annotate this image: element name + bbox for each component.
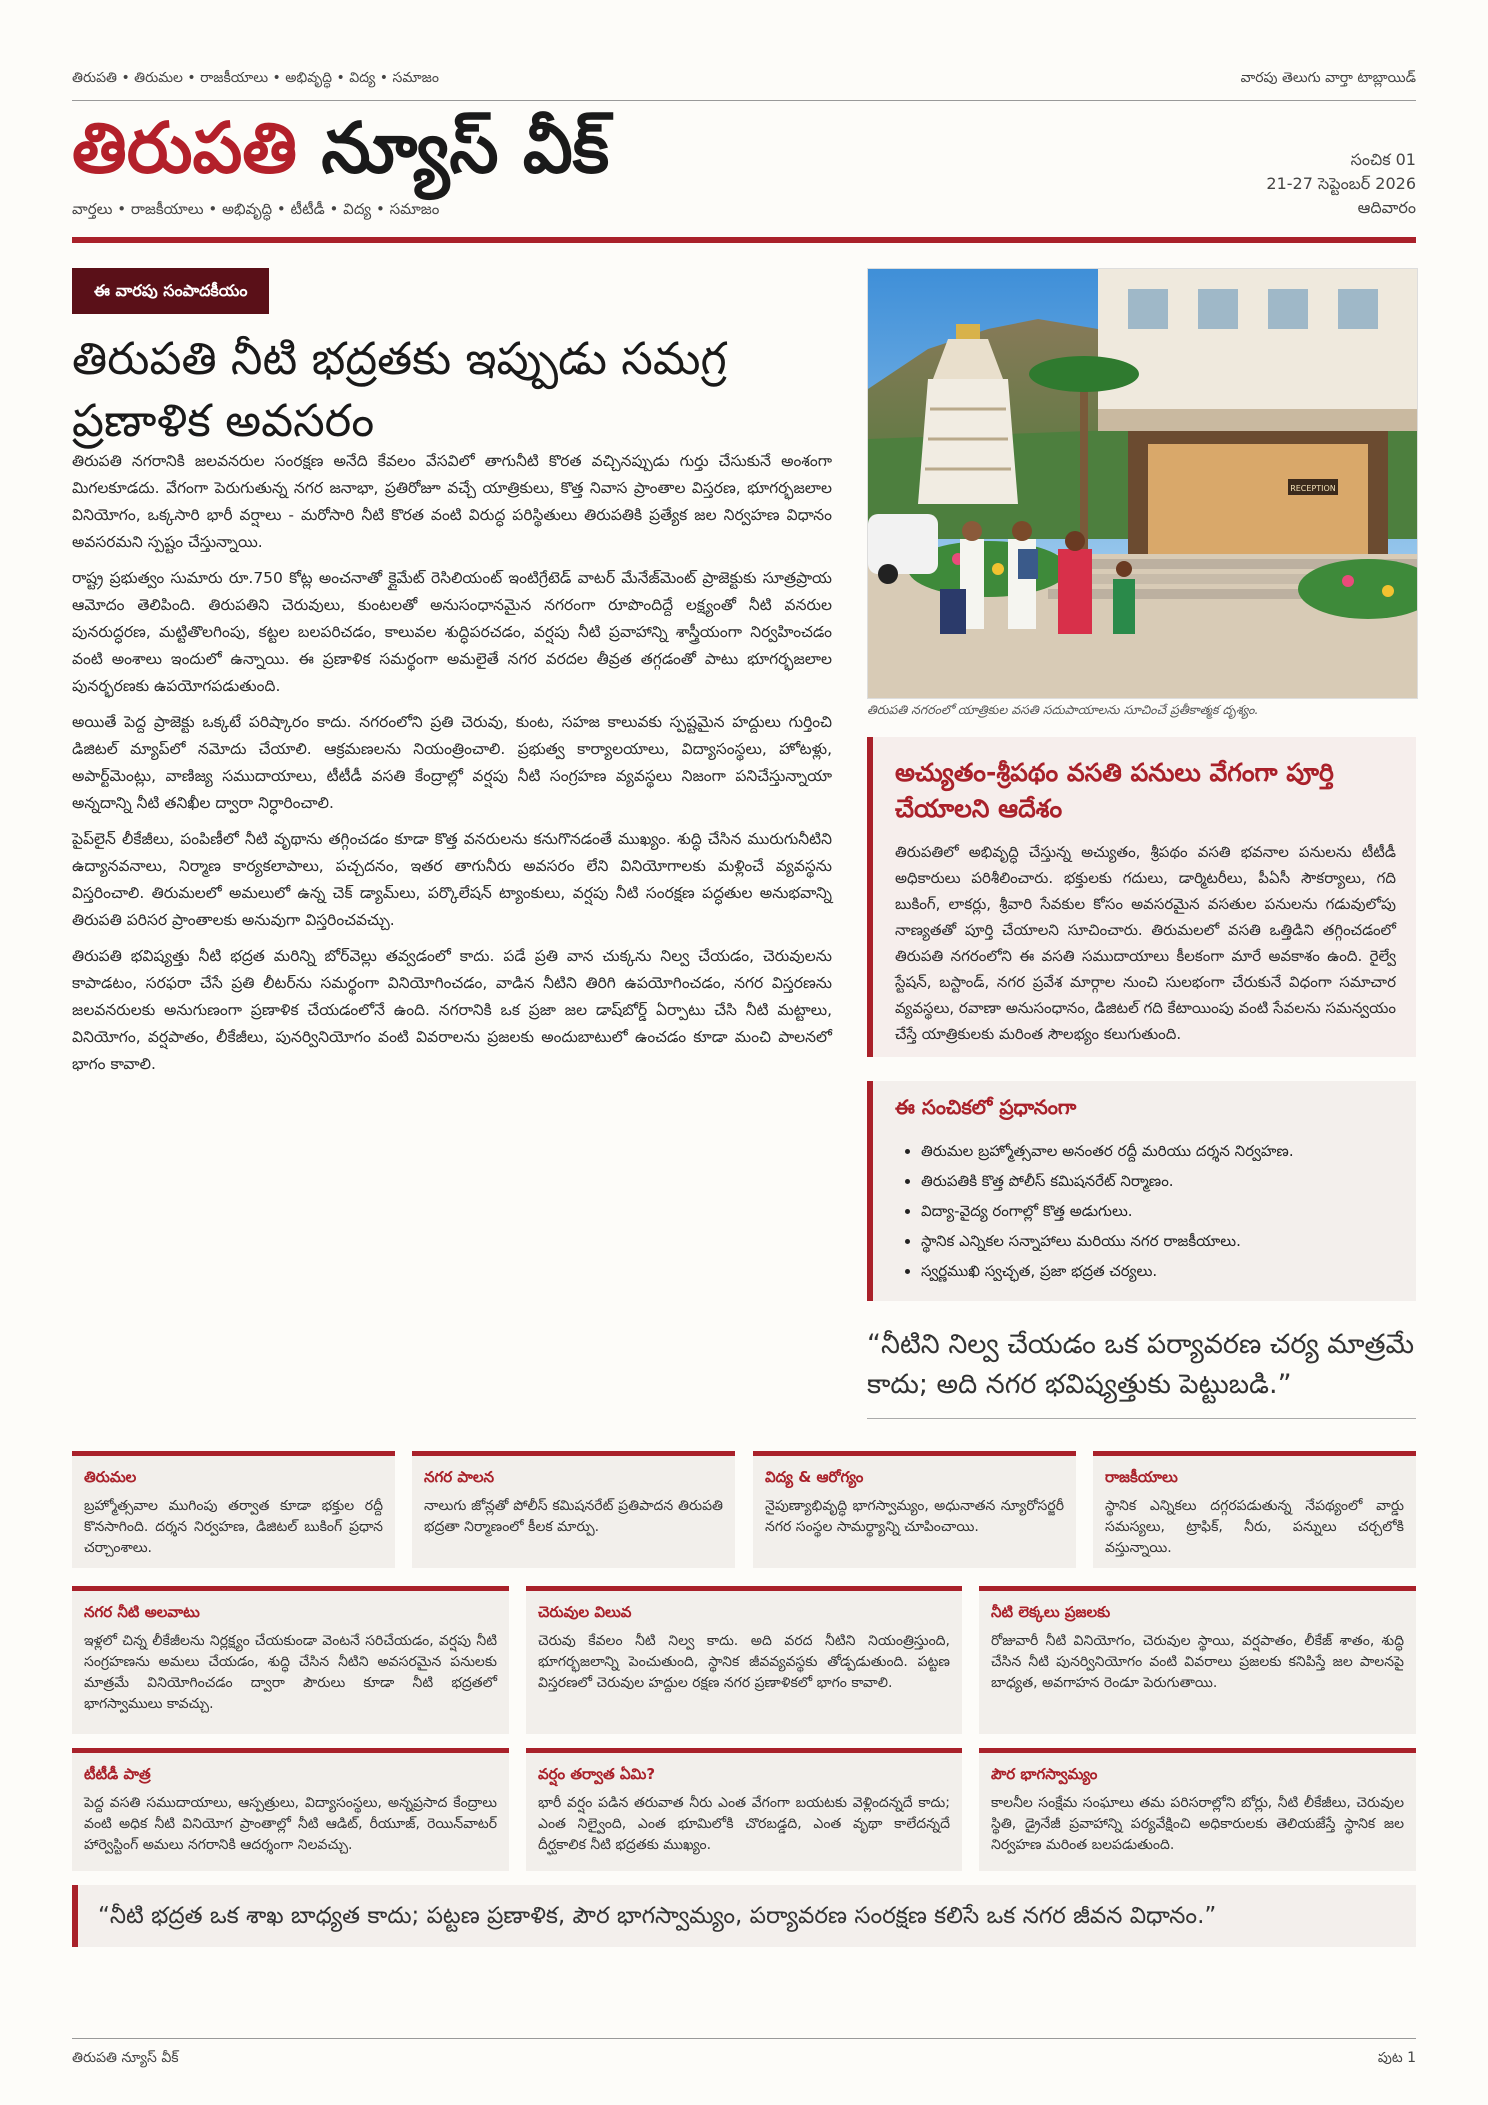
news-card-ttd-role (72, 1748, 509, 1871)
reception-sign: RECEPTION (1290, 484, 1336, 493)
list-item: • స్థానిక ఎన్నికల సన్నాహాలు మరియు నగర రాజకీయాలు. (921, 1226, 1396, 1256)
card-title: నీటి లెక్కలు ప్రజలకు (991, 1603, 1111, 1621)
card-text: స్థానిక ఎన్నికలు దగ్గరపడుతున్న నేపథ్యంలో వార్డు సమస్యలు, ట్రాఫిక్, నీరు, పన్నులు చర్చలోకి వస్తున్నాయి. (1105, 1498, 1404, 1556)
card-text: భారీ వర్షం పడిన తరువాత నీరు ఎంత వేగంగా బయటకు వెళ్లిందన్నదే కాదు; ఎంత నిల్వైంది, ఎంత భూమిలోకి చొరబడ్డది, ఎంత వృథా కాలేదన్నదే దీర్ఘకాలిక నీటి భద్రతకు ముఖ్యం. (538, 1795, 950, 1853)
hotel-building (1098, 269, 1417, 561)
card-title: పౌర భాగస్వామ్యం (991, 1765, 1098, 1783)
highlights-box (867, 1081, 1416, 1301)
paper-tagline: వారపు తెలుగు వార్తా టాబ్లాయిడ్ (1240, 70, 1416, 86)
quote-divider (867, 1418, 1416, 1419)
card-title: టీటీడీ పాత్ర (84, 1765, 151, 1783)
issue-number: సంచిక 01 (1350, 150, 1416, 169)
news-card-politics (1093, 1451, 1416, 1568)
news-card-civic-participation (979, 1748, 1416, 1871)
news-card-water-habit (72, 1586, 509, 1734)
editorial-tag: ఈ వారపు సంపాదకీయం (72, 268, 269, 314)
issue-info (1266, 148, 1416, 220)
feature-title: అచ్యుతం-శ్రీపథం వసతి పనులు వేగంగా పూర్తి చేయాలని ఆదేశం (895, 758, 1334, 823)
card-title: రాజకీయాలు (1105, 1468, 1178, 1486)
masthead (72, 108, 609, 188)
editorial-body (72, 448, 832, 1087)
editorial-paragraph: తిరుపతి భవిష్యత్తు నీటి భద్రత మరిన్ని బోర్‌వెల్లు తవ్వడంలో కాదు. పడే ప్రతి వాన చుక్కను నిల్వ చేయడం, చెరువులను కాపాడటం, సరఫరా చేసే ప్రతి లీటర్‌ను సమర్థంగా వినియోగించడం, వాడిన నీటిని తిరిగి ఉపయోగించడం, నగర విస్తరణను జలవనరులకు అనుగుణంగా ప్రణాళిక చేయడంలోనే ఉంది. నగరానికి ఒక ప్రజా జల డాష్‌బోర్డ్ ఏర్పాటు చేసి నీటి మట్టాలు, వినియోగం, వర్షపాతం, లీకేజీలు, పునర్వినియోగం వంటి వివరాలను ప్రజలకు అందుబాటులో ఉంచడం కూడా మంచి పాలనలో భాగం కావాలి. (72, 947, 832, 1073)
list-item: • విద్యా-వైద్య రంగాల్లో కొత్త అడుగులు. (921, 1196, 1396, 1226)
newspaper-page (72, 0, 1416, 2105)
photo-caption: తిరుపతి నగరంలో యాత్రికుల వసతి సదుపాయాలను సూచించే ప్రతీకాత్మక దృశ్యం. (867, 702, 1259, 717)
pilgrim-accommodation-photo (867, 268, 1418, 699)
card-title: చెరువుల విలువ (538, 1603, 632, 1621)
side-pull-quote: “నీటిని నిల్వ చేయడం ఒక పర్యావరణ చర్య మాత్రమే కాదు; అది నగర భవిష్యత్తుకు పెట్టుబడి.” (867, 1329, 1415, 1400)
card-text: బ్రహ్మోత్సవాల ముగింపు తర్వాత కూడా భక్తుల రద్దీ కొనసాగింది. దర్శన నిర్వహణ, డిజిటల్ బుకింగ్ ప్రధాన చర్చాంశాలు. (84, 1498, 383, 1556)
list-item: • తిరుమల బ్రహ్మోత్సవాల అనంతర రద్దీ మరియు దర్శన నిర్వహణ. (921, 1136, 1396, 1166)
list-item: • స్వర్ణముఖి స్వచ్ఛత, ప్రజా భద్రత చర్యలు. (921, 1256, 1396, 1286)
card-text: నాలుగు జోన్లతో పోలీస్ కమిషనరేట్ ప్రతిపాదన తిరుపతి భద్రతా నిర్మాణంలో కీలక మార్పు. (424, 1498, 723, 1535)
masthead-city: తిరుపతి (72, 107, 297, 189)
card-text: రోజువారీ నీటి వినియోగం, చెరువుల స్థాయి, వర్షపాతం, లీకేజ్ శాతం, శుద్ధి చేసిన నీటి పునర్వినియోగం వంటి వివరాలు ప్రజలకు కనిపిస్తే జల పాలనపై బాధ్యత, అవగాహన రెండూ పెరుగుతాయి. (991, 1633, 1404, 1691)
masthead-rule (72, 237, 1416, 243)
footer-paper-name: తిరుపతి న్యూస్ వీక్ (72, 2050, 179, 2066)
page-number: పుట 1 (1377, 2050, 1416, 2066)
footer-divider (72, 2038, 1416, 2039)
card-title: విద్య & ఆరోగ్యం (765, 1468, 864, 1486)
section-nav: వార్తలు • రాజకీయాలు • అభివృద్ధి • టీటీడీ • విద్య • సమాజం (72, 200, 440, 218)
card-text: కాలనీల సంక్షేమ సంఘాలు తమ పరిసరాల్లోని బోర్లు, నీటి లీకేజీలు, చెరువుల స్థితి, డ్రైనేజీ ప్రవాహాన్ని పర్యవేక్షించి అధికారులకు తెలియజేస్తే స్థానిక జల నిర్వహణ మరింత బలపడుతుంది. (991, 1795, 1404, 1853)
card-title: వర్షం తర్వాత ఏమి? (538, 1765, 656, 1783)
card-title: తిరుమల (84, 1468, 137, 1486)
card-text: పెద్ద వసతి సముదాయాలు, ఆస్పత్రులు, విద్యాసంస్థలు, అన్నప్రసాద కేంద్రాలు వంటి అధిక నీటి వినియోగ ప్రాంతాల్లో నీటి ఆడిట్, రీయూజ్, రెయిన్‌వాటర్ హార్వెస్టింగ్ అమలు నగరానికి ఆదర్శంగా నిలవచ్చు. (84, 1795, 497, 1853)
news-card-tirumala (72, 1451, 395, 1568)
top-divider (72, 100, 1416, 101)
editorial-headline: తిరుపతి నీటి భద్రతకు ఇప్పుడు సమగ్ర ప్రణాళిక అవసరం (72, 332, 727, 447)
feature-text: తిరుపతిలో అభివృద్ధి చేస్తున్న అచ్యుతం, శ్రీపథం వసతి భవనాల పనులను టీటీడీ అధికారులు పరిశీలించారు. భక్తులకు గదులు, డార్మిటరీలు, పీఏసీ సౌకర్యాలు, గది బుకింగ్, లాకర్లు, శ్రీవారి సేవకుల కోసం అవసరమైన వసతుల పనులను గడువులోపు నాణ్యతతో పూర్తి చేయాలని సూచించారు. తిరుమలలో వసతి ఒత్తిడిని తగ్గించడంలో తిరుపతి నగరంలోని ఈ వసతి సముదాయాలు కీలకంగా మారే అవకాశం ఉంది. రైల్వే స్టేషన్, బస్టాండ్, నగర ప్రవేశ మార్గాల నుంచి సులభంగా చేరుకునే విధంగా సమాచార వ్యవస్థలు, రవాణా అనుసంధానం, డిజిటల్ గది కేటాయింపు వంటి సేవలను సమన్వయం చేస్తే యాత్రికులకు మరింత సౌలభ్యం కలుగుతుంది. (895, 843, 1396, 1043)
topic-list: తిరుపతి • తిరుమల • రాజకీయాలు • అభివృద్ధి • విద్య • సమాజం (72, 70, 439, 86)
card-text: ఇళ్లలో చిన్న లీకేజీలను నిర్లక్ష్యం చేయకుండా వెంటనే సరిచేయడం, వర్షపు నీటి సంగ్రహణను అమలు చేయడం, శుద్ధి చేసిన నీటిని అవసరమైన పనులకు మాత్రమే వినియోగించడం ద్వారా పౌరులు కూడా నీటి భద్రతలో భాగస్వాములు కావచ్చు. (84, 1633, 497, 1712)
editorial-paragraph: రాష్ట్ర ప్రభుత్వం సుమారు రూ.750 కోట్ల అంచనాతో క్లైమేట్ రెసిలియంట్ ఇంటిగ్రేటెడ్ వాటర్ మేనేజ్‌మెంట్ ప్రాజెక్టుకు సూత్రప్రాయ ఆమోదం తెలిపింది. తిరుపతిని చెరువులు, కుంటలతో అనుసంధానమైన నగరంగా రూపొందిద్దే లక్ష్యంతో నీటి వనరుల పునరుద్ధరణ, మట్టితొలగింపు, కట్టల బలపరిచడం, కాలువల శుద్ధిపరచడం, వర్షపు నీటి ప్రవాహాన్ని శాస్త్రీయంగా నిర్వహించడం వంటి అంశాలు ఇందులో ఉన్నాయి. ఈ ప్రణాళిక సమర్థంగా అమలైతే నగర వరదల తీవ్రత తగ్గడంతో పాటు భూగర్భజలాల పునర్భరణకు ఉపయోగపడుతుంది. (72, 569, 832, 695)
bottom-pull-quote: “నీటి భద్రత ఒక శాఖ బాధ్యత కాదు; పట్టణ ప్రణాళిక, పౌర భాగస్వామ్యం, పర్యావరణ సంరక్షణ కలిసే ఒక నగర జీవన విధానం.” (72, 1885, 1416, 1947)
card-title: నగర నీటి అలవాటు (84, 1603, 200, 1621)
card-title: నగర పాలన (424, 1468, 495, 1486)
issue-dates: 21-27 సెప్టెంబర్ 2026 (1266, 174, 1416, 193)
news-card-city-governance (412, 1451, 735, 1568)
highlights-title: ఈ సంచికలో ప్రధానంగా (895, 1095, 1077, 1119)
news-card-lakes-value (526, 1586, 962, 1734)
feature-box (867, 737, 1416, 1057)
editorial-paragraph: తిరుపతి నగరానికి జలవనరుల సంరక్షణ అనేది కేవలం వేసవిలో తాగునీటి కొరత వచ్చినప్పుడు గుర్తు చేసుకునే అంశంగా మిగలకూడదు. వేగంగా పెరుగుతున్న నగర జనాభా, ప్రతిరోజూ వచ్చే యాత్రికులు, కొత్త నివాస ప్రాంతాల విస్తరణ, భూగర్భజలాల వినియోగం, ఒక్కసారి భారీ వర్షాలు - మరోసారి నీటి కొరత వంటి విరుద్ధ పరిస్థితులు తిరుపతికి ప్రత్యేక జల నిర్వహణ విధానం అవసరమని స్పష్టం చేస్తున్నాయి. (72, 452, 832, 551)
editorial-paragraph: అయితే పెద్ద ప్రాజెక్టు ఒక్కటే పరిష్కారం కాదు. నగరంలోని ప్రతి చెరువు, కుంట, సహజ కాలువకు స్పష్టమైన హద్దులు గుర్తించి డిజిటల్ మ్యాప్‌లో నమోదు చేయాలి. ఆక్రమణలను నియంత్రించాలి. ప్రభుత్వ కార్యాలయాలు, విద్యాసంస్థలు, హోటళ్లు, అపార్ట్‌మెంట్లు, వాణిజ్య సముదాయాలు, టీటీడీ వసతి కేంద్రాల్లో వర్షపు నీటి సంగ్రహణ వ్యవస్థలు నిజంగా పనిచేస్తున్నాయా అన్నదాన్ని నీటి తనిఖీల ద్వారా నిర్ధారించాలి. (72, 713, 832, 812)
parked-car (868, 514, 938, 584)
card-text: చెరువు కేవలం నీటి నిల్వ కాదు. అది వరద నీటిని నియంత్రిస్తుంది, భూగర్భజలాన్ని పెంచుతుంది, స్థానిక జీవవ్యవస్థకు తోడ్పడుతుంది. పట్టణ విస్తరణలో చెరువుల హద్దుల రక్షణ నగర ప్రణాళికలో భాగం కావాలి. (538, 1633, 950, 1691)
highlights-list (895, 1136, 1396, 1286)
list-item: • తిరుపతికి కొత్త పోలీస్ కమిషనరేట్ నిర్మాణం. (921, 1166, 1396, 1196)
card-text: నైపుణ్యాభివృద్ధి భాగస్వామ్యం, అధునాతన న్యూరోసర్జరీ నగర సంస్థల సామర్థ్యాన్ని చూపించాయి. (765, 1498, 1064, 1535)
masthead-name: న్యూస్ వీక్ (321, 107, 610, 189)
news-card-after-rain (526, 1748, 962, 1871)
editorial-paragraph: పైప్‌లైన్ లీకేజీలు, పంపిణీలో నీటి వృథాను తగ్గించడం కూడా కొత్త వనరులను కనుగొనడంతే ముఖ్యం. శుద్ధి చేసిన మురుగునీటిని ఉద్యానవనాలు, నిర్మాణ కార్యకలాపాలు, పచ్చదనం, ఇతర తాగునీరు అవసరం లేని వినియోగాలకు మళ్లించే వ్యవస్థను విస్తరించాలి. తిరుమలలో అమలులో ఉన్న చెక్ డ్యామ్‌లు, పర్కొలేషన్ ట్యాంకులు, వర్షపు నీటి సంరక్షణ పద్ధతుల అనుభవాన్ని తిరుపతి పరిసర ప్రాంతాలకు అనువుగా విస్తరించవచ్చు. (72, 830, 832, 929)
news-card-water-data (979, 1586, 1416, 1734)
issue-day: ఆదివారం (1357, 198, 1416, 217)
news-card-education-health (753, 1451, 1076, 1568)
